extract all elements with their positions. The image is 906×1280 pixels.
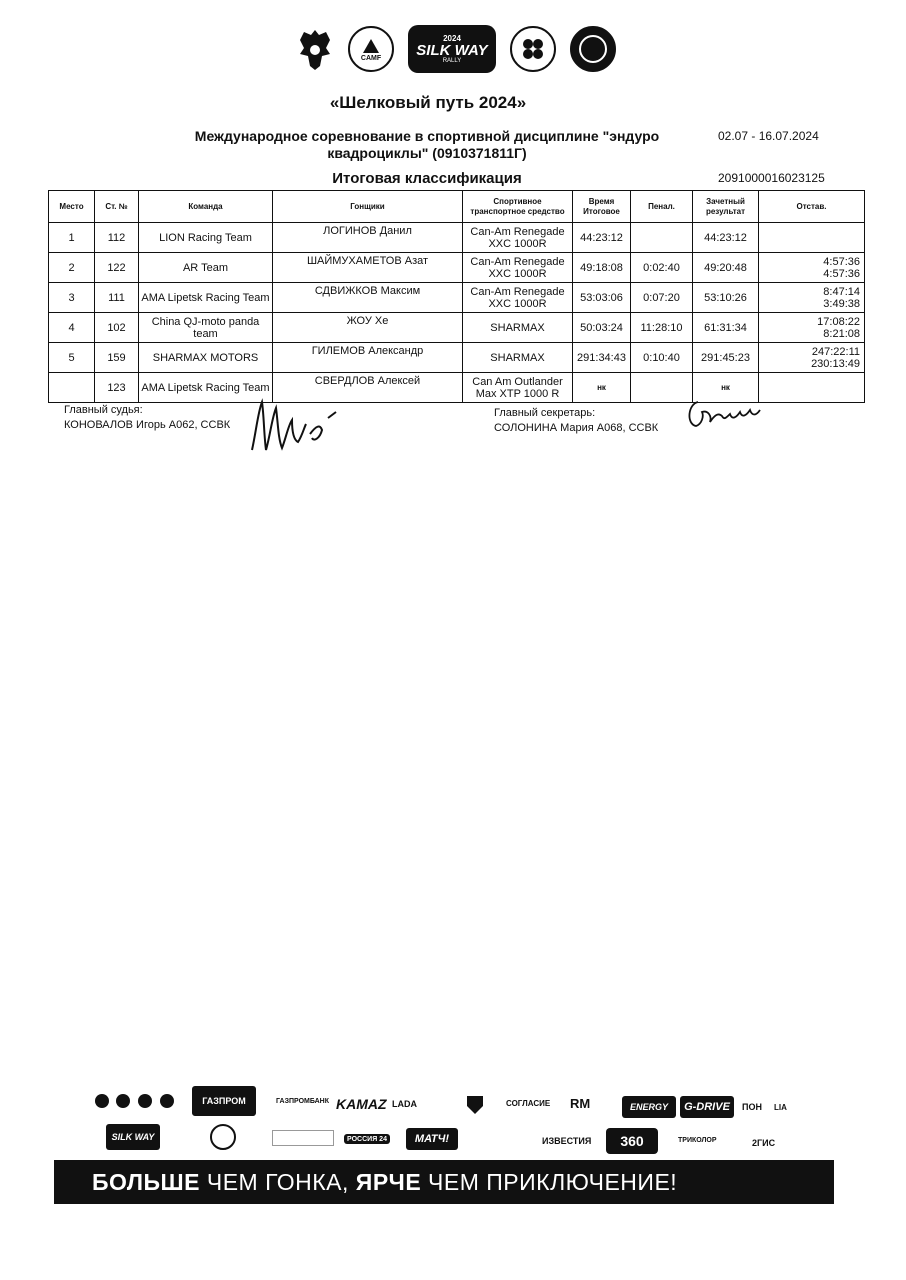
document-subtitle: Международное соревнование в спортивной дисциплине "эндуро квадроциклы" (0910371811Г) — [194, 128, 660, 161]
total-time: 291:34:43 — [573, 343, 631, 373]
place: 3 — [49, 283, 95, 313]
total-time: 53:03:06 — [573, 283, 631, 313]
total-time: нк — [573, 373, 631, 403]
result: 53:10:26 — [693, 283, 759, 313]
col-penalty: Пенал. — [631, 191, 693, 223]
gap — [759, 343, 865, 373]
chief-judge-name: КОНОВАЛОВ Игорь А062, ССВК — [64, 419, 231, 431]
vehicle: Can-Am Renegade XXC 1000R — [463, 283, 573, 313]
table-row — [49, 313, 865, 343]
team: SHARMAX MOTORS — [139, 343, 273, 373]
penalty: 11:28:10 — [631, 313, 693, 343]
emblem-2-icon — [579, 35, 607, 63]
vehicle: Can-Am Renegade XXC 1000R — [463, 223, 573, 253]
silk-way-year: 2024 — [443, 34, 461, 43]
result: нк — [693, 373, 759, 403]
place: 5 — [49, 343, 95, 373]
vehicle: Can-Am Renegade XXC 1000R — [463, 253, 573, 283]
start-number: 159 — [95, 343, 139, 373]
sponsor-rm: RM — [570, 1096, 591, 1111]
total-time: 44:23:12 — [573, 223, 631, 253]
table-row — [49, 343, 865, 373]
team: AR Team — [139, 253, 273, 283]
silk-way-sub: RALLY — [442, 58, 462, 64]
col-result: Зачетный результат — [693, 191, 759, 223]
gap — [759, 253, 865, 283]
silk-way-text: SILK WAY — [416, 42, 488, 59]
camf-logo — [348, 26, 394, 72]
slogan-part-2: ЧЕМ ГОНКА, — [199, 1168, 356, 1195]
sponsor-pon: ПОН — [742, 1102, 762, 1112]
place — [49, 373, 95, 403]
result: 291:45:23 — [693, 343, 759, 373]
driver: ЖОУ Хе — [273, 313, 463, 343]
col-vehicle: Спортивное транспортное средство — [463, 191, 573, 223]
sponsor-lettering-icon — [272, 1130, 334, 1146]
result: 44:23:12 — [693, 223, 759, 253]
col-gap: Отстав. — [759, 191, 865, 223]
sponsor-lia: LIA — [774, 1103, 787, 1112]
penalty: 0:10:40 — [631, 343, 693, 373]
sponsor-360: 360 — [606, 1128, 658, 1154]
gap-leader: 17:08:22 — [817, 315, 860, 328]
driver: СДВИЖКОВ Максим — [273, 283, 463, 313]
gap-leader: 8:47:14 — [823, 285, 860, 298]
sponsor-shield-icon — [465, 1094, 485, 1116]
col-drivers: Гонщики — [273, 191, 463, 223]
vehicle: SHARMAX — [463, 313, 573, 343]
camf-emblem-icon — [360, 37, 382, 55]
col-time: Время Итоговое — [573, 191, 631, 223]
emblem-1-icon — [518, 34, 548, 64]
sponsor-energy: ENERGY — [622, 1096, 676, 1118]
total-time: 49:18:08 — [573, 253, 631, 283]
gap — [759, 283, 865, 313]
table-row — [49, 223, 865, 253]
gap-leader: 4:57:36 — [823, 255, 860, 268]
chief-secretary-signature — [684, 396, 764, 432]
place: 1 — [49, 223, 95, 253]
start-number: 111 — [95, 283, 139, 313]
table-header-row — [49, 191, 865, 223]
team: AMA Lipetsk Racing Team — [139, 283, 273, 313]
gap — [759, 373, 865, 403]
sponsor-emblem-icon — [116, 1094, 130, 1108]
start-number: 123 — [95, 373, 139, 403]
russian-eagle-icon — [296, 26, 334, 72]
driver: ЛОГИНОВ Данил — [273, 223, 463, 253]
sponsor-silk-way: SILK WAY — [106, 1124, 160, 1150]
emblem-logo-1 — [510, 26, 556, 72]
gap-previous: 230:13:49 — [811, 357, 860, 370]
result: 49:20:48 — [693, 253, 759, 283]
sponsor-gdrive: G-DRIVE — [680, 1096, 734, 1118]
gap — [759, 223, 865, 253]
header-logos — [296, 20, 616, 78]
sponsor-emblem-icon — [95, 1094, 109, 1108]
start-number: 122 — [95, 253, 139, 283]
chief-secretary-name: СОЛОНИНА Мария А068, ССВК — [494, 422, 659, 434]
sponsor-2gis: 2ГИС — [752, 1138, 776, 1148]
table-row — [49, 253, 865, 283]
classification-title: Итоговая классификация — [332, 170, 522, 187]
camf-label: CAMF — [360, 54, 382, 62]
start-number: 102 — [95, 313, 139, 343]
sponsor-camf-logo — [210, 1124, 236, 1150]
vehicle: Can Am Outlander Max XTP 1000 R — [463, 373, 573, 403]
chief-secretary-label: Главный секретарь: — [494, 407, 596, 419]
sponsor-emblem-icon — [138, 1094, 152, 1108]
result: 61:31:34 — [693, 313, 759, 343]
penalty — [631, 223, 693, 253]
penalty: 0:07:20 — [631, 283, 693, 313]
sponsor-match: МАТЧ! — [406, 1128, 458, 1150]
slogan-part-4: ЧЕМ ПРИКЛЮЧЕНИЕ! — [421, 1168, 678, 1195]
emblem-logo-2 — [570, 26, 616, 72]
slogan-part-3: ЯРЧЕ — [355, 1168, 422, 1195]
driver: ГИЛЕМОВ Александр — [273, 343, 463, 373]
event-dates: 02.07 - 16.07.2024 — [718, 129, 819, 143]
total-time: 50:03:24 — [573, 313, 631, 343]
chief-judge-label: Главный судья: — [64, 404, 143, 416]
chief-judge-signature — [246, 396, 342, 454]
col-place: Место — [49, 191, 95, 223]
driver: СВЕРДЛОВ Алексей — [273, 373, 463, 403]
sponsor-gazprombank: ГАЗПРОМБАНК — [276, 1098, 329, 1105]
sponsor-tricolor: ТРИКОЛОР — [678, 1137, 717, 1144]
sponsor-lada: LADA — [392, 1099, 417, 1109]
sponsor-izvestia: ИЗВЕСТИЯ — [542, 1136, 592, 1146]
place: 2 — [49, 253, 95, 283]
sponsor-russia24: РОССИЯ 24 — [344, 1134, 390, 1144]
results-table — [48, 190, 865, 403]
col-number: Ст. № — [95, 191, 139, 223]
document-title: «Шелковый путь 2024» — [329, 93, 527, 112]
table-row — [49, 283, 865, 313]
place: 4 — [49, 313, 95, 343]
penalty: 0:02:40 — [631, 253, 693, 283]
col-team: Команда — [139, 191, 273, 223]
sponsor-soglasie: СОГЛАСИЕ — [506, 1099, 551, 1108]
gap-previous: 3:49:38 — [823, 297, 860, 310]
gap-previous: 4:57:36 — [823, 267, 860, 280]
silk-way-logo — [408, 25, 496, 73]
sponsor-gazprom: ГАЗПРОМ — [192, 1086, 256, 1116]
gap — [759, 313, 865, 343]
document-code: 2091000016023125 — [718, 171, 825, 185]
slogan-banner — [54, 1160, 834, 1204]
driver: ШАЙМУХАМЕТОВ Азат — [273, 253, 463, 283]
start-number: 112 — [95, 223, 139, 253]
gap-leader: 247:22:11 — [811, 345, 860, 358]
team: China QJ-moto panda team — [139, 313, 273, 343]
gap-previous: 8:21:08 — [823, 327, 860, 340]
sponsor-emblem-icon — [160, 1094, 174, 1108]
team: LION Racing Team — [139, 223, 273, 253]
vehicle: SHARMAX — [463, 343, 573, 373]
slogan-part-1: БОЛЬШЕ — [92, 1168, 200, 1195]
team: AMA Lipetsk Racing Team — [139, 373, 273, 403]
sponsor-kamaz: KAMAZ — [336, 1096, 387, 1112]
